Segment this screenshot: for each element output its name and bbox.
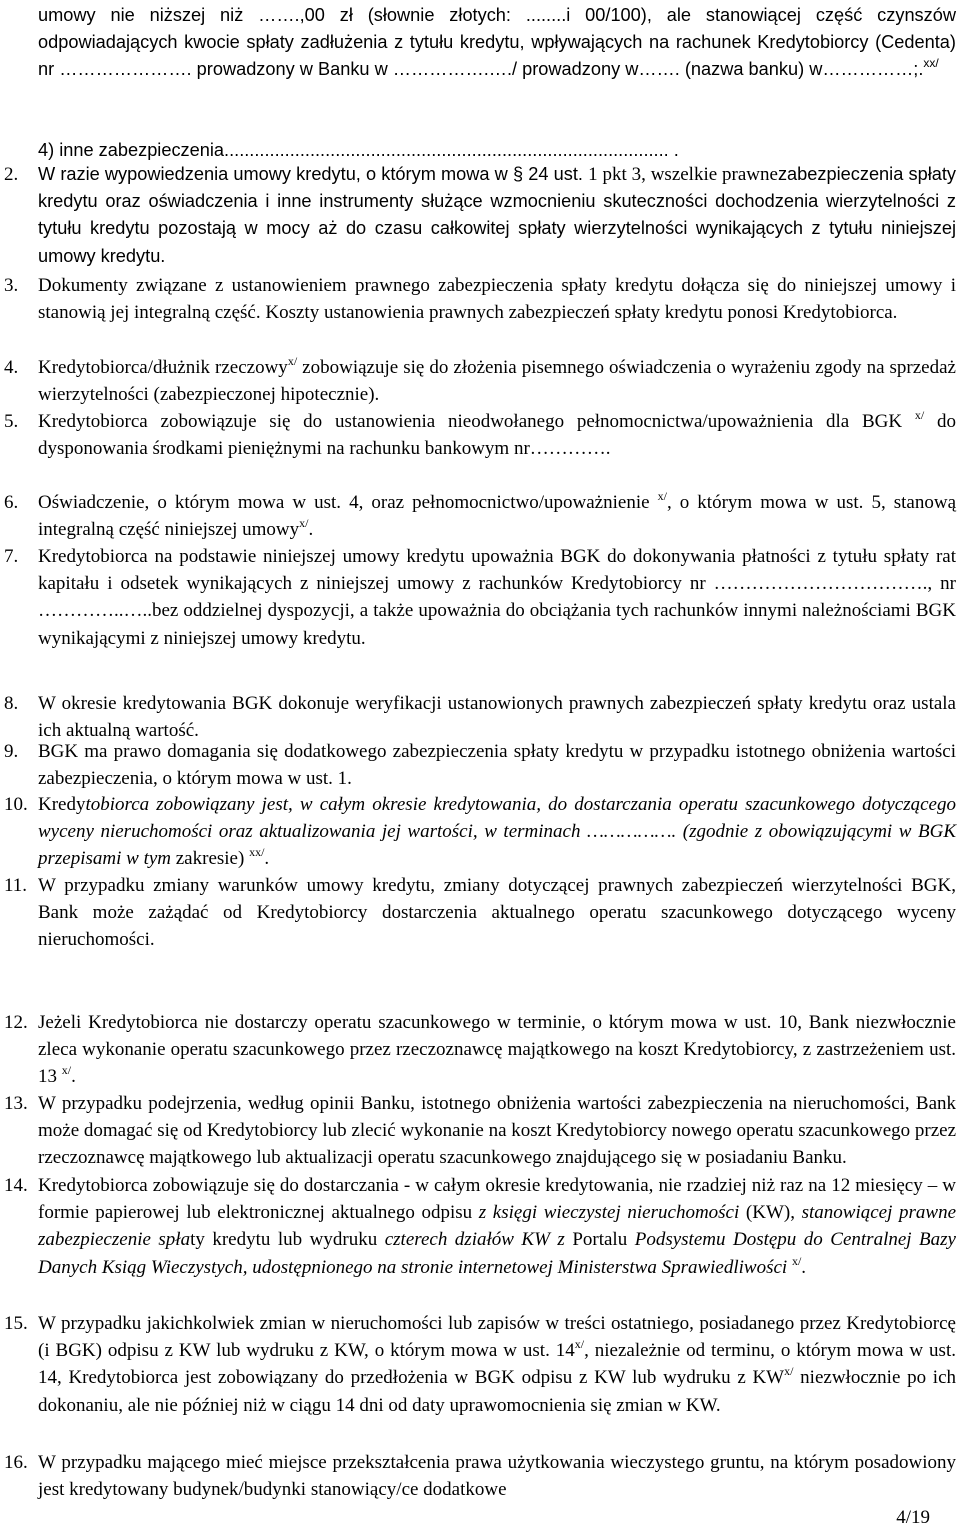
top-line-3: wpływających na rachunek Kredytobiorcy (Cedenta) nr ………………….: [38, 32, 956, 80]
text-segment: W przypadku jakichkolwiek zmian w nieruchomości lub zapisów w treści ostatniego, posiadanego przez Kredytobiorcę (i BGK) odpisu z KW lub wydruku z KW, o którym mowa w ust. 14: [38, 1313, 956, 1362]
item-text: [38, 738, 956, 792]
item-number: 16.: [4, 1452, 28, 1473]
item-number: 6.: [4, 492, 19, 513]
item-text: [38, 1172, 956, 1281]
item-number: 12.: [4, 1012, 28, 1033]
footnote-marker: x/: [574, 1337, 585, 1352]
text-segment: W przypadku mającego mieć miejsce przekształcenia prawa użytkowania wieczystego gruntu, na którym posadowiony jest kredytowany budynek/budynki stanowiący/ce dodatkowe: [38, 1452, 956, 1501]
text-segment: Kredytobiorca na podstawie niniejszej umowy kredytu upoważnia BGK do dokonywania płatności z tytułu spłaty rat kapitału i odsetek wynikających z niniejszej umowy z rachunków Kredytobiorcy nr ……………………………., nr …………..…..bez oddzielnej dyspozycji, a także upoważnia do obciążania tych rachunków innymi należnościami BGK wynikającymi z niniejszej umowy kredytu.: [38, 546, 956, 649]
text-segment: ty kredytu lub wydruku: [190, 1229, 385, 1251]
text-segment: 1 pkt 3, wszelkie prawne: [588, 164, 778, 185]
footnote-marker: x/: [657, 489, 667, 503]
text-segment: Kredytobiorca zobowiązuje się do dostarczania - w całym okresie kredytowania, nie rzadziej niż raz na 12 miesięcy – w formie papierowej lub elektronicznej aktualnego odpisu: [38, 1175, 956, 1224]
top-line-2: część czynszów odpowiadających kwocie spłaty zadłużenia z tytułu kredytu,: [38, 5, 956, 53]
item-text: [38, 161, 956, 270]
text-segment: tobiorca zobowiązany jest, w całym okresie kredytowania, do dostarczania operatu szacunkowego dotyczącego wyceny nieruchomości oraz aktualizowania jej wartości, w terminach ……………. (zgodnie z obowiązującymi w BGK przepisami w tym: [38, 794, 956, 870]
footnote-marker: x/: [299, 516, 309, 531]
text-segment: z księgi wieczystej nieruchomości: [478, 1202, 740, 1224]
item-text: [38, 272, 956, 326]
text-segment: do dysponowania środkami pieniężnymi na rachunku bankowym nr………….: [38, 411, 956, 460]
text-segment: Kredy: [38, 794, 86, 815]
text-segment: .: [71, 1066, 76, 1088]
top-line-5: w……………;.: [809, 59, 924, 80]
text-segment: .: [264, 848, 270, 870]
text-segment: Kredytobiorca zobowiązuje się do ustanowienia nieodwołanego pełnomocnictwa/upoważnienia dla BGK: [38, 411, 915, 432]
text-segment: Jeżeli Kredytobiorca nie dostarczy operatu szacunkowego w terminie, o którym mowa w ust. 10, Bank niezwłocznie zleca wykonanie operatu szacunkowego przez rzeczoznawcę majątkowego na koszt Kredytobiorcy, z zastrzeżeniem ust. 13: [38, 1012, 956, 1088]
item-number: 9.: [4, 741, 19, 762]
text-segment: Podsystemu Dostępu do Centralnej Bazy Danych Ksiąg Wieczystych, udostępnionego na stronie internetowej Ministerstwa Sprawiedliwości: [38, 1229, 956, 1278]
item-text: [38, 354, 956, 408]
top-line-1: umowy nie niższej niż …….,00 zł (słownie złotych: ........i 00/100), ale stanowiącej: [38, 5, 801, 25]
text-segment: W razie wypowiedzenia umowy kredytu, o którym mowa w § 24 ust.: [38, 164, 589, 184]
text-segment: .: [308, 519, 314, 541]
footnote-marker: x/: [784, 1364, 794, 1379]
footnote-marker: x/: [61, 1063, 72, 1078]
item-text: [38, 690, 956, 744]
item-text: [38, 872, 956, 954]
item-text: [38, 543, 956, 652]
item-number: 8.: [4, 693, 19, 714]
text-segment: , niezależnie od terminu, o którym mowa w ust. 14, Kredytobiorca jest zobowiązany do przedłożenia w BGK odpisu z KW lub wydruku z KW: [38, 1340, 956, 1389]
top-line-5-footnote: xx/: [923, 56, 939, 71]
item-number: 7.: [4, 546, 19, 567]
footnote-marker: xx/: [249, 845, 265, 860]
page-number: 4/19: [896, 1507, 930, 1528]
item-number: 10.: [4, 794, 28, 815]
item-4-other-securities: 4) inne zabezpieczenia........................................................................................ .: [38, 140, 679, 160]
item-text: [38, 791, 956, 873]
item-number: 11.: [4, 875, 28, 896]
item-number: 15.: [4, 1313, 28, 1334]
text-segment: , o którym mowa w ust. 5, stanową integralną część niniejszej umowy: [38, 492, 957, 541]
text-segment: BGK ma prawo domagania się dodatkowego zabezpieczenia spłaty kredytu w przypadku istotnego obniżenia wartości zabezpieczenia, o którym mowa w ust. 1.: [38, 741, 956, 790]
item-number: 13.: [4, 1093, 28, 1114]
item-text: [38, 489, 956, 543]
item-number: 5.: [4, 411, 19, 432]
text-segment: zabezpieczenia spłaty kredytu oraz oświadczenia i inne instrumenty służące wzmocnieniu skuteczności dochodzenia wierzytelności z tytułu kredytu pozostają w mocy aż do czasu całkowitej spłaty wierzytelności wynikających z tytułu niniejszej umowy kredytu.: [38, 164, 956, 266]
text-segment: W przypadku podejrzenia, według opinii Banku, istotnego obniżenia wartości zabezpieczenia na nieruchomości, Bank może domagać się od Kredytobiorcy lub zlecić wykonanie na koszt Kredytobiorcy nowego operatu szacunkowego przez rzeczoznawcę majątkowego lub aktualizacji operatu szacunkowego znajdującego się w posiadaniu Banku.: [38, 1093, 957, 1169]
text-segment: Portalu: [572, 1229, 635, 1251]
footnote-marker: x/: [914, 408, 925, 422]
footnote-marker: x/: [287, 354, 298, 368]
item-number: 3.: [4, 275, 19, 296]
item-number: 4.: [4, 357, 19, 378]
item-text: [38, 1090, 956, 1172]
text-segment: stanowiącej prawne zabezpieczenie spła: [38, 1202, 957, 1251]
text-segment: Oświadczenie, o którym mowa w ust. 4, oraz pełnomocnictwo/upoważnienie: [38, 492, 658, 513]
item-text: [38, 408, 956, 462]
top-line-4: prowadzony w Banku w …………….…./ prowadzony w……. (nazwa banku): [196, 59, 805, 80]
item-text: [38, 1449, 956, 1503]
text-segment: W okresie kredytowania BGK dokonuje weryfikacji ustanowionych prawnych zabezpieczeń spłaty kredytu oraz ustala ich aktualną wartość.: [38, 693, 956, 742]
item-number: 2.: [4, 164, 19, 185]
text-segment: Kredytobiorca/dłużnik rzeczowy: [38, 357, 288, 378]
text-segment: zakresie): [171, 848, 250, 870]
item-number: 14.: [4, 1175, 28, 1196]
top-paragraph: [38, 2, 956, 84]
text-segment: czterech działów KW z: [384, 1229, 573, 1251]
text-segment: niezwłocznie po ich dokonaniu, ale nie później niż w ciągu 14 dni od daty uprawomocnienia się zmian w KW.: [38, 1367, 957, 1416]
text-segment: W przypadku zmiany warunków umowy kredytu, zmiany dotyczącej prawnych zabezpieczeń wierzytelności BGK, Bank może zażądać od Kredytobiorcy dostarczenia aktualnego operatu szacunkowego dotyczącego wyceny nieruchomości.: [38, 875, 956, 951]
footnote-marker: x/: [791, 1253, 802, 1268]
text-segment: .: [801, 1256, 807, 1278]
text-segment: (KW),: [739, 1202, 802, 1224]
item-text: [38, 1009, 956, 1091]
item-text: [38, 1310, 956, 1419]
text-segment: Dokumenty związane z ustanowieniem prawnego zabezpieczenia spłaty kredytu dołącza się do niniejszej umowy i stanowią jej integralną część. Koszty ustanowienia prawnych zabezpieczeń spłaty kredytu ponosi Kredytobiorca.: [38, 275, 956, 324]
text-segment: zobowiązuje się do złożenia pisemnego oświadczenia o wyrażeniu zgody na sprzedaż wierzytelności (zabezpieczonej hipotecznie).: [38, 357, 956, 406]
